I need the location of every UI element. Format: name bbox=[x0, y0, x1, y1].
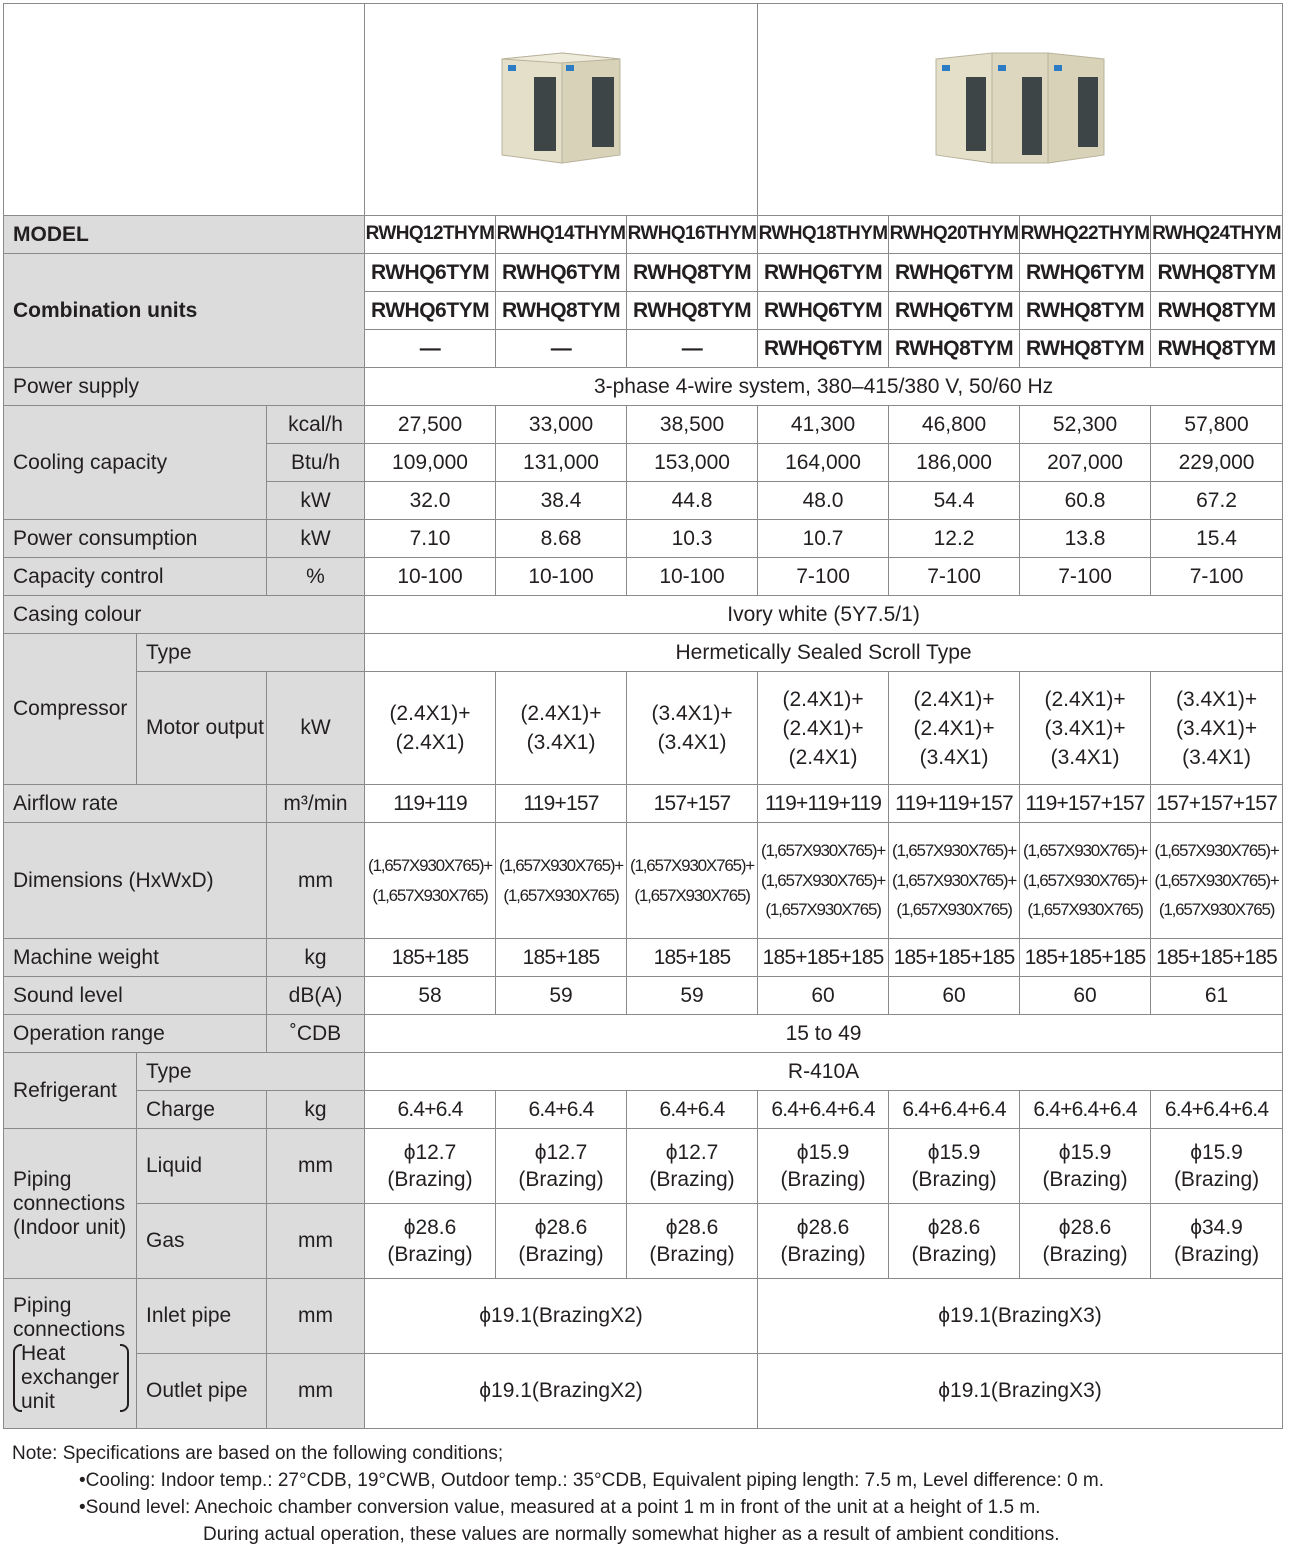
refrigerant-charge-row bbox=[4, 1091, 1283, 1129]
cell-line: (3.4X1) bbox=[919, 745, 989, 769]
gas-value bbox=[889, 1204, 1020, 1279]
power-consumption-label: Power consumption bbox=[4, 520, 267, 558]
pipe-note: (Brazing) bbox=[911, 1243, 997, 1266]
compressor-label: Compressor bbox=[4, 634, 137, 785]
cell-line: (2.4X1)+ bbox=[913, 716, 995, 740]
piping-liquid-row bbox=[4, 1129, 1283, 1204]
gas-value bbox=[1151, 1204, 1283, 1279]
combination-value: RWHQ8TYM bbox=[1020, 292, 1151, 330]
compressor-type-label: Type bbox=[137, 634, 365, 672]
liquid-unit: mm bbox=[267, 1129, 365, 1204]
combination-value: RWHQ8TYM bbox=[889, 330, 1020, 368]
liquid-label: Liquid bbox=[137, 1129, 267, 1204]
cooling-btu-value: 109,000 bbox=[365, 444, 496, 482]
weight-value: 185+185 bbox=[496, 939, 627, 977]
liquid-value bbox=[627, 1129, 758, 1204]
cell-line: Piping bbox=[13, 1293, 72, 1317]
note-cooling: •Cooling: Indoor temp.: 27°CDB, 19°CWB, Outdoor temp.: 35°CDB, Equivalent piping length: 7.5 m, Level difference: 0 m. bbox=[79, 1470, 1105, 1491]
operation-value: 15 to 49 bbox=[365, 1015, 1283, 1053]
gas-value bbox=[1020, 1204, 1151, 1279]
combination-value: RWHQ6TYM bbox=[889, 292, 1020, 330]
bracket-line: unit bbox=[21, 1389, 55, 1413]
capacity-control-row bbox=[4, 558, 1283, 596]
cooling-kcal-value: 33,000 bbox=[496, 406, 627, 444]
model-value: RWHQ20THYM bbox=[889, 216, 1020, 254]
bracket-line: Heat bbox=[21, 1341, 66, 1365]
pipe-size: ϕ28.6 bbox=[534, 1216, 588, 1239]
combination-value: RWHQ6TYM bbox=[758, 330, 889, 368]
cell-line: (2.4X1)+ bbox=[782, 716, 864, 740]
weight-row bbox=[4, 939, 1283, 977]
power-consumption-row bbox=[4, 520, 1283, 558]
combination-value: RWHQ8TYM bbox=[1151, 254, 1283, 292]
cell-line: connections bbox=[13, 1317, 126, 1341]
gas-value bbox=[496, 1204, 627, 1279]
power-consumption-value: 15.4 bbox=[1151, 520, 1283, 558]
motor-output-value bbox=[627, 672, 758, 785]
note-sound-2: During actual operation, these values are normally somewhat higher as a result of ambient conditions. bbox=[203, 1524, 1060, 1545]
pipe-note: (Brazing) bbox=[780, 1168, 866, 1191]
cooling-kcal-value: 41,300 bbox=[758, 406, 889, 444]
liquid-value bbox=[496, 1129, 627, 1204]
piping-hx-outlet-row bbox=[4, 1354, 1283, 1429]
piping-hx-inlet-row bbox=[4, 1279, 1283, 1354]
refrigerant-type-row bbox=[4, 1053, 1283, 1091]
dimensions-value bbox=[365, 823, 496, 939]
inlet-unit: mm bbox=[267, 1279, 365, 1354]
combination-value: RWHQ8TYM bbox=[1151, 330, 1283, 368]
liquid-value bbox=[758, 1129, 889, 1204]
power-supply-row bbox=[4, 368, 1283, 406]
weight-label: Machine weight bbox=[4, 939, 267, 977]
sound-value: 60 bbox=[758, 977, 889, 1015]
power-consumption-value: 10.3 bbox=[627, 520, 758, 558]
cell-line: (2.4X1) bbox=[395, 731, 465, 754]
pipe-size: ϕ12.7 bbox=[403, 1141, 457, 1164]
model-value: RWHQ12THYM bbox=[365, 216, 496, 254]
power-consumption-unit: kW bbox=[267, 520, 365, 558]
sound-value: 61 bbox=[1151, 977, 1283, 1015]
capacity-control-label: Capacity control bbox=[4, 558, 267, 596]
airflow-row bbox=[4, 785, 1283, 823]
unit-kcal: kcal/h bbox=[267, 406, 365, 444]
cell-line: (3.4X1)+ bbox=[1175, 687, 1258, 711]
liquid-value bbox=[1151, 1129, 1283, 1204]
cooling-kw-value: 54.4 bbox=[889, 482, 1020, 520]
weight-unit: kg bbox=[267, 939, 365, 977]
sound-value: 60 bbox=[1020, 977, 1151, 1015]
cell-line: (2.4X1)+ bbox=[389, 702, 471, 725]
cell-line: (1,657X930X765)+ bbox=[892, 840, 1017, 860]
cooling-btu-value: 153,000 bbox=[627, 444, 758, 482]
weight-value: 185+185+185 bbox=[758, 939, 889, 977]
weight-value: 185+185 bbox=[627, 939, 758, 977]
cell-line: (1,657X930X765) bbox=[765, 900, 881, 920]
operation-label: Operation range bbox=[4, 1015, 267, 1053]
casing-row bbox=[4, 596, 1283, 634]
pipe-size: ϕ28.6 bbox=[403, 1216, 457, 1239]
motor-output-value bbox=[365, 672, 496, 785]
cooling-kw-value: 32.0 bbox=[365, 482, 496, 520]
two-unit-picture bbox=[496, 51, 626, 169]
pipe-size: ϕ15.9 bbox=[1058, 1141, 1112, 1164]
capacity-control-unit: % bbox=[267, 558, 365, 596]
operation-row bbox=[4, 1015, 1283, 1053]
combination-value: RWHQ8TYM bbox=[627, 254, 758, 292]
inlet-label: Inlet pipe bbox=[137, 1279, 267, 1354]
capacity-control-value: 10-100 bbox=[627, 558, 758, 596]
cooling-row-kcal bbox=[4, 406, 1283, 444]
pipe-size: ϕ12.7 bbox=[534, 1141, 588, 1164]
cell-line: (1,657X930X765) bbox=[1027, 900, 1143, 920]
pipe-size: ϕ15.9 bbox=[1190, 1141, 1243, 1164]
gas-unit: mm bbox=[267, 1204, 365, 1279]
cell-line: (1,657X930X765)+ bbox=[1023, 840, 1148, 860]
piping-gas-row bbox=[4, 1204, 1283, 1279]
cooling-kcal-value: 57,800 bbox=[1151, 406, 1283, 444]
pipe-size: ϕ12.7 bbox=[665, 1141, 719, 1164]
pipe-note: (Brazing) bbox=[649, 1168, 735, 1191]
combination-value: RWHQ6TYM bbox=[758, 292, 889, 330]
unit-btu: Btu/h bbox=[267, 444, 365, 482]
cooling-kw-value: 67.2 bbox=[1151, 482, 1283, 520]
cell-line: (1,657X930X765) bbox=[634, 885, 750, 905]
capacity-control-value: 10-100 bbox=[365, 558, 496, 596]
cell-line: (2.4X1)+ bbox=[1044, 687, 1126, 711]
outlet-value-pair: ϕ19.1(BrazingX2) bbox=[365, 1354, 758, 1429]
dimensions-unit: mm bbox=[267, 823, 365, 939]
sound-label: Sound level bbox=[4, 977, 267, 1015]
charge-value: 6.4+6.4 bbox=[627, 1091, 758, 1129]
cooling-kcal-value: 27,500 bbox=[365, 406, 496, 444]
unit-image-2 bbox=[365, 4, 758, 216]
cell-line: (1,657X930X765)+ bbox=[892, 870, 1017, 890]
unit-image-3 bbox=[758, 4, 1283, 216]
refrigerant-type-value: R-410A bbox=[365, 1053, 1283, 1091]
capacity-control-value: 10-100 bbox=[496, 558, 627, 596]
dimensions-value bbox=[496, 823, 627, 939]
cell-line: (1,657X930X765) bbox=[503, 885, 619, 905]
model-value: RWHQ22THYM bbox=[1020, 216, 1151, 254]
airflow-unit: m³/min bbox=[267, 785, 365, 823]
capacity-control-value: 7-100 bbox=[758, 558, 889, 596]
weight-value: 185+185 bbox=[365, 939, 496, 977]
pipe-note: (Brazing) bbox=[649, 1243, 735, 1266]
cell-line: connections bbox=[13, 1191, 126, 1215]
pipe-size: ϕ28.6 bbox=[665, 1216, 719, 1239]
cooling-label: Cooling capacity bbox=[4, 406, 267, 520]
combination-value: RWHQ8TYM bbox=[1151, 292, 1283, 330]
model-value: RWHQ18THYM bbox=[758, 216, 889, 254]
dimensions-value bbox=[627, 823, 758, 939]
capacity-control-value: 7-100 bbox=[889, 558, 1020, 596]
dimensions-value bbox=[889, 823, 1020, 939]
pipe-size: ϕ28.6 bbox=[1058, 1216, 1112, 1239]
cell-line: (2.4X1)+ bbox=[913, 687, 995, 711]
outlet-value-triple: ϕ19.1(BrazingX3) bbox=[758, 1354, 1283, 1429]
casing-label: Casing colour bbox=[4, 596, 365, 634]
operation-unit: ˚CDB bbox=[267, 1015, 365, 1053]
pipe-size: ϕ34.9 bbox=[1190, 1216, 1243, 1239]
dimensions-label: Dimensions (HxWxD) bbox=[4, 823, 267, 939]
sound-value: 58 bbox=[365, 977, 496, 1015]
weight-value: 185+185+185 bbox=[1020, 939, 1151, 977]
capacity-control-value: 7-100 bbox=[1151, 558, 1283, 596]
cooling-kcal-value: 38,500 bbox=[627, 406, 758, 444]
cell-line: (1,657X930X765)+ bbox=[630, 855, 755, 875]
compressor-type-row bbox=[4, 634, 1283, 672]
charge-value: 6.4+6.4 bbox=[496, 1091, 627, 1129]
cell-line: (1,657X930X765)+ bbox=[1023, 870, 1148, 890]
dimensions-value bbox=[1020, 823, 1151, 939]
cell-line: (3.4X1) bbox=[1050, 745, 1120, 769]
charge-value: 6.4+6.4+6.4 bbox=[1151, 1091, 1283, 1129]
heat-exchanger-bracket bbox=[13, 1342, 129, 1414]
dimensions-row bbox=[4, 823, 1283, 939]
casing-value: Ivory white (5Y7.5/1) bbox=[365, 596, 1283, 634]
power-consumption-value: 13.8 bbox=[1020, 520, 1151, 558]
combination-value: — bbox=[496, 330, 627, 368]
pipe-note: (Brazing) bbox=[1042, 1243, 1128, 1266]
refrigerant-label: Refrigerant bbox=[4, 1053, 137, 1129]
pipe-size: ϕ28.6 bbox=[927, 1216, 981, 1239]
combination-value: RWHQ6TYM bbox=[365, 292, 496, 330]
motor-output-value bbox=[1151, 672, 1283, 785]
motor-output-unit: kW bbox=[267, 672, 365, 785]
power-supply-label: Power supply bbox=[4, 368, 365, 406]
charge-value: 6.4+6.4 bbox=[365, 1091, 496, 1129]
sound-value: 59 bbox=[627, 977, 758, 1015]
cooling-btu-value: 207,000 bbox=[1020, 444, 1151, 482]
cell-line: (3.4X1) bbox=[1182, 745, 1251, 769]
cooling-btu-value: 186,000 bbox=[889, 444, 1020, 482]
weight-value: 185+185+185 bbox=[1151, 939, 1283, 977]
pipe-note: (Brazing) bbox=[518, 1243, 604, 1266]
airflow-value: 119+119 bbox=[365, 785, 496, 823]
cell-line: (3.4X1) bbox=[657, 731, 727, 754]
airflow-value: 119+157 bbox=[496, 785, 627, 823]
combination-value: — bbox=[627, 330, 758, 368]
piping-indoor-label bbox=[4, 1129, 137, 1279]
combination-value: RWHQ6TYM bbox=[1020, 254, 1151, 292]
cell-line: (Indoor unit) bbox=[13, 1215, 127, 1239]
three-unit-picture bbox=[930, 51, 1110, 169]
cell-line: (1,657X930X765) bbox=[896, 900, 1012, 920]
model-value: RWHQ24THYM bbox=[1151, 216, 1283, 254]
cell-line: (3.4X1)+ bbox=[1175, 716, 1258, 740]
charge-unit: kg bbox=[267, 1091, 365, 1129]
cell-line: (1,657X930X765)+ bbox=[1154, 870, 1279, 890]
model-value: RWHQ16THYM bbox=[627, 216, 758, 254]
cell-line: Piping bbox=[13, 1167, 72, 1191]
inlet-value-triple: ϕ19.1(BrazingX3) bbox=[758, 1279, 1283, 1354]
airflow-label: Airflow rate bbox=[4, 785, 267, 823]
dimensions-value bbox=[1151, 823, 1283, 939]
motor-output-value bbox=[889, 672, 1020, 785]
power-consumption-value: 10.7 bbox=[758, 520, 889, 558]
gas-value bbox=[365, 1204, 496, 1279]
combination-value: RWHQ6TYM bbox=[758, 254, 889, 292]
model-row bbox=[4, 216, 1283, 254]
combination-row-1 bbox=[4, 254, 1283, 292]
inlet-value-pair: ϕ19.1(BrazingX2) bbox=[365, 1279, 758, 1354]
cell-line: (1,657X930X765)+ bbox=[368, 855, 493, 875]
model-label: MODEL bbox=[4, 216, 365, 254]
pipe-note: (Brazing) bbox=[387, 1168, 473, 1191]
pipe-note: (Brazing) bbox=[1042, 1168, 1128, 1191]
cell-line: (1,657X930X765) bbox=[1158, 900, 1275, 920]
cooling-btu-value: 164,000 bbox=[758, 444, 889, 482]
combination-value: RWHQ8TYM bbox=[1020, 330, 1151, 368]
spec-table bbox=[3, 3, 1283, 1429]
power-consumption-value: 12.2 bbox=[889, 520, 1020, 558]
pipe-note: (Brazing) bbox=[1173, 1168, 1260, 1191]
pipe-size: ϕ15.9 bbox=[927, 1141, 981, 1164]
power-supply-value: 3-phase 4-wire system, 380–415/380 V, 50/60 Hz bbox=[365, 368, 1283, 406]
piping-hx-label bbox=[4, 1279, 137, 1429]
airflow-value: 157+157 bbox=[627, 785, 758, 823]
motor-output-value bbox=[496, 672, 627, 785]
cell-line: (1,657X930X765)+ bbox=[1154, 840, 1279, 860]
sound-value: 60 bbox=[889, 977, 1020, 1015]
notes bbox=[12, 1440, 1104, 1548]
outlet-unit: mm bbox=[267, 1354, 365, 1429]
pipe-note: (Brazing) bbox=[1173, 1243, 1260, 1266]
sound-row bbox=[4, 977, 1283, 1015]
cell-line: (3.4X1)+ bbox=[651, 702, 733, 725]
bracket-line: exchanger bbox=[21, 1365, 120, 1389]
liquid-value bbox=[1020, 1129, 1151, 1204]
airflow-value: 119+157+157 bbox=[1020, 785, 1151, 823]
note-intro: Note: Specifications are based on the following conditions; bbox=[12, 1443, 504, 1464]
liquid-value bbox=[889, 1129, 1020, 1204]
gas-label: Gas bbox=[137, 1204, 267, 1279]
pipe-note: (Brazing) bbox=[518, 1168, 604, 1191]
note-sound: •Sound level: Anechoic chamber conversion value, measured at a point 1 m in front of the unit at a height of 1.5 m. bbox=[79, 1497, 1041, 1518]
cell-line: (1,657X930X765)+ bbox=[499, 855, 624, 875]
power-consumption-value: 7.10 bbox=[365, 520, 496, 558]
sound-unit: dB(A) bbox=[267, 977, 365, 1015]
sound-value: 59 bbox=[496, 977, 627, 1015]
cell-line: (1,657X930X765)+ bbox=[761, 870, 886, 890]
cell-line: (2.4X1)+ bbox=[520, 702, 602, 725]
cell-line: (1,657X930X765)+ bbox=[761, 840, 886, 860]
charge-label: Charge bbox=[137, 1091, 267, 1129]
charge-value: 6.4+6.4+6.4 bbox=[1020, 1091, 1151, 1129]
pipe-size: ϕ28.6 bbox=[796, 1216, 850, 1239]
combination-label: Combination units bbox=[4, 254, 365, 368]
pipe-note: (Brazing) bbox=[780, 1243, 866, 1266]
power-consumption-value: 8.68 bbox=[496, 520, 627, 558]
motor-output-value bbox=[758, 672, 889, 785]
cooling-kcal-value: 52,300 bbox=[1020, 406, 1151, 444]
image-row bbox=[4, 4, 1283, 216]
combination-value: RWHQ8TYM bbox=[496, 292, 627, 330]
unit-kw: kW bbox=[267, 482, 365, 520]
combination-value: RWHQ6TYM bbox=[496, 254, 627, 292]
refrigerant-type-label: Type bbox=[137, 1053, 365, 1091]
combination-value: — bbox=[365, 330, 496, 368]
cooling-btu-value: 229,000 bbox=[1151, 444, 1283, 482]
gas-value bbox=[758, 1204, 889, 1279]
cooling-btu-value: 131,000 bbox=[496, 444, 627, 482]
pipe-note: (Brazing) bbox=[911, 1168, 997, 1191]
cell-line: (1,657X930X765) bbox=[372, 885, 488, 905]
motor-output-label: Motor output bbox=[137, 672, 267, 785]
model-value: RWHQ14THYM bbox=[496, 216, 627, 254]
dimensions-value bbox=[758, 823, 889, 939]
motor-output-value bbox=[1020, 672, 1151, 785]
airflow-value: 119+119+119 bbox=[758, 785, 889, 823]
cooling-kw-value: 48.0 bbox=[758, 482, 889, 520]
combination-value: RWHQ8TYM bbox=[627, 292, 758, 330]
combination-value: RWHQ6TYM bbox=[889, 254, 1020, 292]
corner-cell bbox=[4, 4, 365, 216]
gas-value bbox=[627, 1204, 758, 1279]
pipe-note: (Brazing) bbox=[387, 1243, 473, 1266]
combination-value: RWHQ6TYM bbox=[365, 254, 496, 292]
cell-line: (3.4X1) bbox=[526, 731, 596, 754]
cooling-kcal-value: 46,800 bbox=[889, 406, 1020, 444]
compressor-motor-row bbox=[4, 672, 1283, 785]
cell-line: (3.4X1)+ bbox=[1044, 716, 1126, 740]
liquid-value bbox=[365, 1129, 496, 1204]
cooling-kw-value: 38.4 bbox=[496, 482, 627, 520]
cooling-kw-value: 60.8 bbox=[1020, 482, 1151, 520]
capacity-control-value: 7-100 bbox=[1020, 558, 1151, 596]
charge-value: 6.4+6.4+6.4 bbox=[758, 1091, 889, 1129]
charge-value: 6.4+6.4+6.4 bbox=[889, 1091, 1020, 1129]
cooling-kw-value: 44.8 bbox=[627, 482, 758, 520]
pipe-size: ϕ15.9 bbox=[796, 1141, 850, 1164]
airflow-value: 119+119+157 bbox=[889, 785, 1020, 823]
compressor-type-value: Hermetically Sealed Scroll Type bbox=[365, 634, 1283, 672]
outlet-label: Outlet pipe bbox=[137, 1354, 267, 1429]
weight-value: 185+185+185 bbox=[889, 939, 1020, 977]
cell-line: (2.4X1) bbox=[788, 745, 858, 769]
cell-line: (2.4X1)+ bbox=[782, 687, 864, 711]
airflow-value: 157+157+157 bbox=[1151, 785, 1283, 823]
